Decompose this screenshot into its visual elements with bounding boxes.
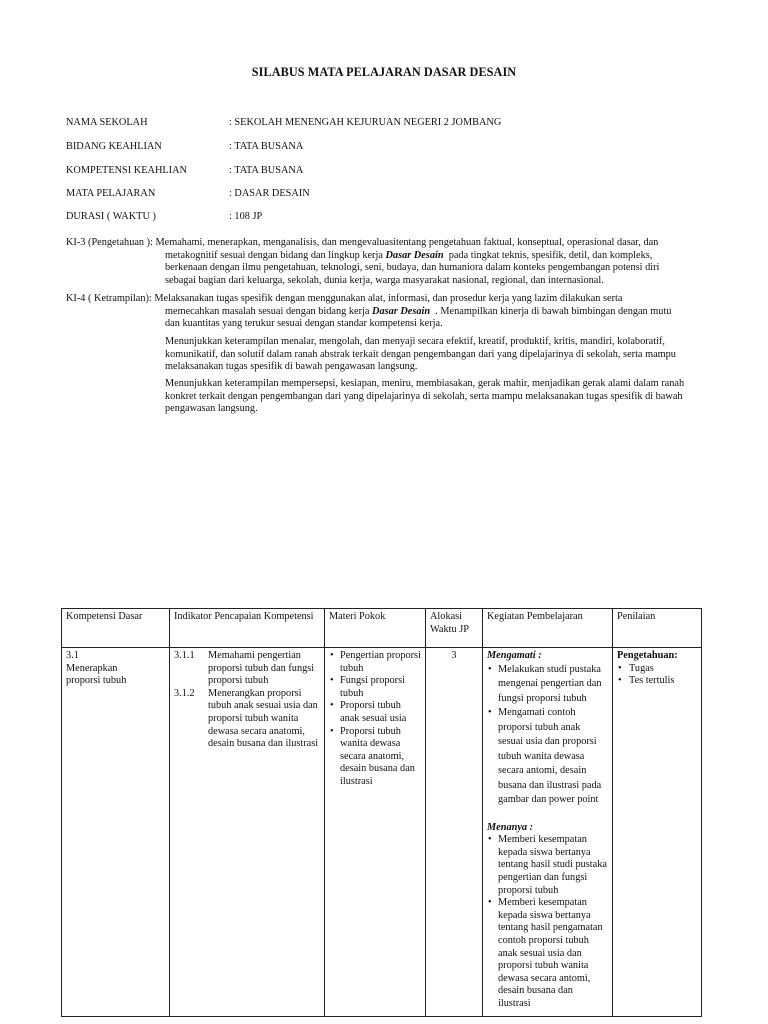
cell-kompetensi-dasar bbox=[62, 648, 170, 1017]
cell-materi-pokok bbox=[325, 648, 426, 1017]
ki3-line2 bbox=[165, 250, 706, 263]
indikator-number: 3.1.1 bbox=[174, 650, 195, 661]
info-row-nama-sekolah bbox=[66, 117, 706, 131]
info-label: KOMPETENSI KEAHLIAN bbox=[66, 165, 187, 176]
list-item: • Proporsi tubuh wanita dewasa secara anatomi, desain busana dan ilustrasi bbox=[329, 726, 421, 789]
ki4-block bbox=[66, 293, 706, 331]
info-label: NAMA SEKOLAH bbox=[66, 117, 148, 128]
ki4-paragraph-konkret: Menunjukkan keterampilan mempersepsi, kesiapan, meniru, membiasakan, gerak mahir, menjadikan gerak alami dalam ranah konkret terkait dengan pengembangan dari yang dipelajarinya di sekolah, serta mampu melaksanakan tugas spesifik di bawah pengawasan langsung. bbox=[165, 378, 685, 415]
ki3-line2a: metakognitif sesuai dengan bidang dan lingkup kerja bbox=[165, 249, 383, 261]
ki3-subject-emphasis: Dasar Desain bbox=[385, 249, 444, 261]
info-value: : SEKOLAH MENENGAH KEJURUAN NEGERI 2 JOMBANG bbox=[229, 117, 502, 128]
indikator-text: Memahami pengertian proporsi tubuh dan fungsi proporsi tubuh bbox=[208, 650, 315, 687]
list-item: • Memberi kesempatan kepada siswa bertanya tentang hasil studi pustaka pengertian dan fungsi proporsi tubuh bbox=[487, 834, 608, 897]
info-label: MATA PELAJARAN bbox=[66, 188, 156, 199]
list-item: • Tes tertulis bbox=[617, 675, 697, 688]
penilaian-list bbox=[617, 663, 697, 688]
table-header-row bbox=[62, 609, 702, 648]
ki3-line4: sebagai bagian dari keluarga, sekolah, dunia kerja, warga masyarakat nasional, regional, dan internasional. bbox=[165, 274, 604, 286]
header-kompetensi-dasar: Kompetensi Dasar bbox=[62, 609, 170, 648]
ki4-line2 bbox=[165, 306, 706, 319]
menanya-list bbox=[487, 834, 608, 1010]
ki4-first-line bbox=[66, 293, 706, 306]
info-value: : 108 JP bbox=[229, 211, 263, 222]
ki4-line3: dan kuantitas yang terukur sesuai dengan standar kompetensi kerja. bbox=[165, 318, 443, 330]
info-row-kompetensi-keahlian bbox=[66, 165, 706, 179]
silabus-table bbox=[61, 608, 702, 1017]
list-item: • Melakukan studi pustaka mengenai pengertian dan fungsi proporsi tubuh bbox=[487, 663, 608, 707]
ki4-label: KI-4 ( Ketrampilan): bbox=[66, 293, 152, 304]
cell-penilaian bbox=[613, 648, 702, 1017]
info-label: BIDANG KEAHLIAN bbox=[66, 141, 162, 152]
info-label: DURASI ( WAKTU ) bbox=[66, 211, 156, 222]
mengamati-list bbox=[487, 663, 608, 808]
ki3-block bbox=[66, 237, 706, 287]
ki3-label: KI-3 (Pengetahuan ): bbox=[66, 237, 153, 248]
header-alokasi-waktu: Alokasi Waktu JP bbox=[426, 609, 483, 648]
ki4-line2a: memecahkan masalah sesuai dengan bidang kerja bbox=[165, 305, 370, 317]
indikator-item bbox=[174, 688, 320, 751]
list-item: • Pengertian proporsi tubuh bbox=[329, 650, 421, 675]
info-value: : TATA BUSANA bbox=[229, 141, 304, 152]
ki4-line1: Melaksanakan tugas spesifik dengan menggunakan alat, informasi, dan prosedur kerja yang lazim dilakukan serta bbox=[154, 293, 623, 304]
list-item: • Proporsi tubuh anak sesuai usia bbox=[329, 700, 421, 725]
kd-text: Menerapkan proporsi tubuh bbox=[66, 662, 127, 687]
header-materi-pokok: Materi Pokok bbox=[325, 609, 426, 648]
ki4-line2c: . Menampilkan kinerja di bawah bimbingan dengan mutu bbox=[435, 305, 672, 317]
mengamati-heading: Mengamati : bbox=[487, 650, 542, 661]
penilaian-heading: Pengetahuan: bbox=[617, 650, 678, 661]
ki4-subject-emphasis: Dasar Desain bbox=[372, 305, 431, 317]
list-item: • Memberi kesempatan kepada siswa bertanya tentang hasil pengamatan contoh proporsi tubuh anak sesuai usia dan proporsi tubuh wanita dewasa secara antomi, desain busana dan ilustrasi bbox=[487, 897, 608, 1010]
list-item: • Tugas bbox=[617, 663, 697, 676]
ki3-line1: Memahami, menerapkan, menganalisis, dan mengevaluasitentang pengetahuan faktual, konseptual, operasional dasar, dan bbox=[155, 237, 659, 248]
info-row-durasi bbox=[66, 211, 706, 225]
cell-alokasi-waktu: 3 bbox=[426, 648, 483, 1017]
ki3-first-line bbox=[66, 237, 706, 250]
materi-list bbox=[329, 650, 421, 789]
menanya-heading: Menanya : bbox=[487, 821, 534, 833]
header-kegiatan: Kegiatan Pembelajaran bbox=[483, 609, 613, 648]
info-value: : TATA BUSANA bbox=[229, 165, 304, 176]
indikator-item bbox=[174, 650, 320, 688]
list-item: • Fungsi proporsi tubuh bbox=[329, 675, 421, 700]
list-item: • Mengamati contoh proporsi tubuh anak sesuai usia dan proporsi tubuh wanita dewasa secara antomi, desain busana dan ilustrasi pada gambar dan power point bbox=[487, 706, 608, 808]
info-row-bidang-keahlian bbox=[66, 141, 706, 155]
kd-number: 3.1 bbox=[66, 650, 79, 661]
cell-kegiatan bbox=[483, 648, 613, 1017]
ki4-paragraph-abstrak: Menunjukkan keterampilan menalar, mengolah, dan menyaji secara efektif, kreatif, produktif, kritis, mandiri, kolaboratif, komunikatif, dan solutif dalam ranah abstrak terkait dengan pengembangan dari yang dipelajarinya di sekolah, serta mampu melaksanakan tugas spesifik di bawah pengawasan langsung. bbox=[165, 336, 676, 373]
ki3-line3: berkenaan dengan ilmu pengetahuan, teknologi, seni, budaya, dan humaniora dalam konteks pengembangan potensi diri bbox=[165, 262, 660, 274]
indikator-number: 3.1.2 bbox=[174, 687, 195, 699]
indikator-text: Menerangkan proporsi tubuh anak sesuai usia dan proporsi tubuh wanita dewasa secara anatomi, desain busana dan ilustrasi bbox=[208, 687, 319, 750]
table-row bbox=[62, 648, 702, 1017]
cell-indikator bbox=[170, 648, 325, 1017]
ki3-line2c: pada tingkat teknis, spesifik, detil, dan kompleks, bbox=[448, 249, 653, 261]
page-title: SILABUS MATA PELAJARAN DASAR DESAIN bbox=[251, 65, 517, 79]
header-penilaian: Penilaian bbox=[613, 609, 702, 648]
header-indikator: Indikator Pencapaian Kompetensi bbox=[170, 609, 325, 648]
info-value: : DASAR DESAIN bbox=[229, 188, 310, 199]
info-row-mata-pelajaran bbox=[66, 188, 706, 202]
